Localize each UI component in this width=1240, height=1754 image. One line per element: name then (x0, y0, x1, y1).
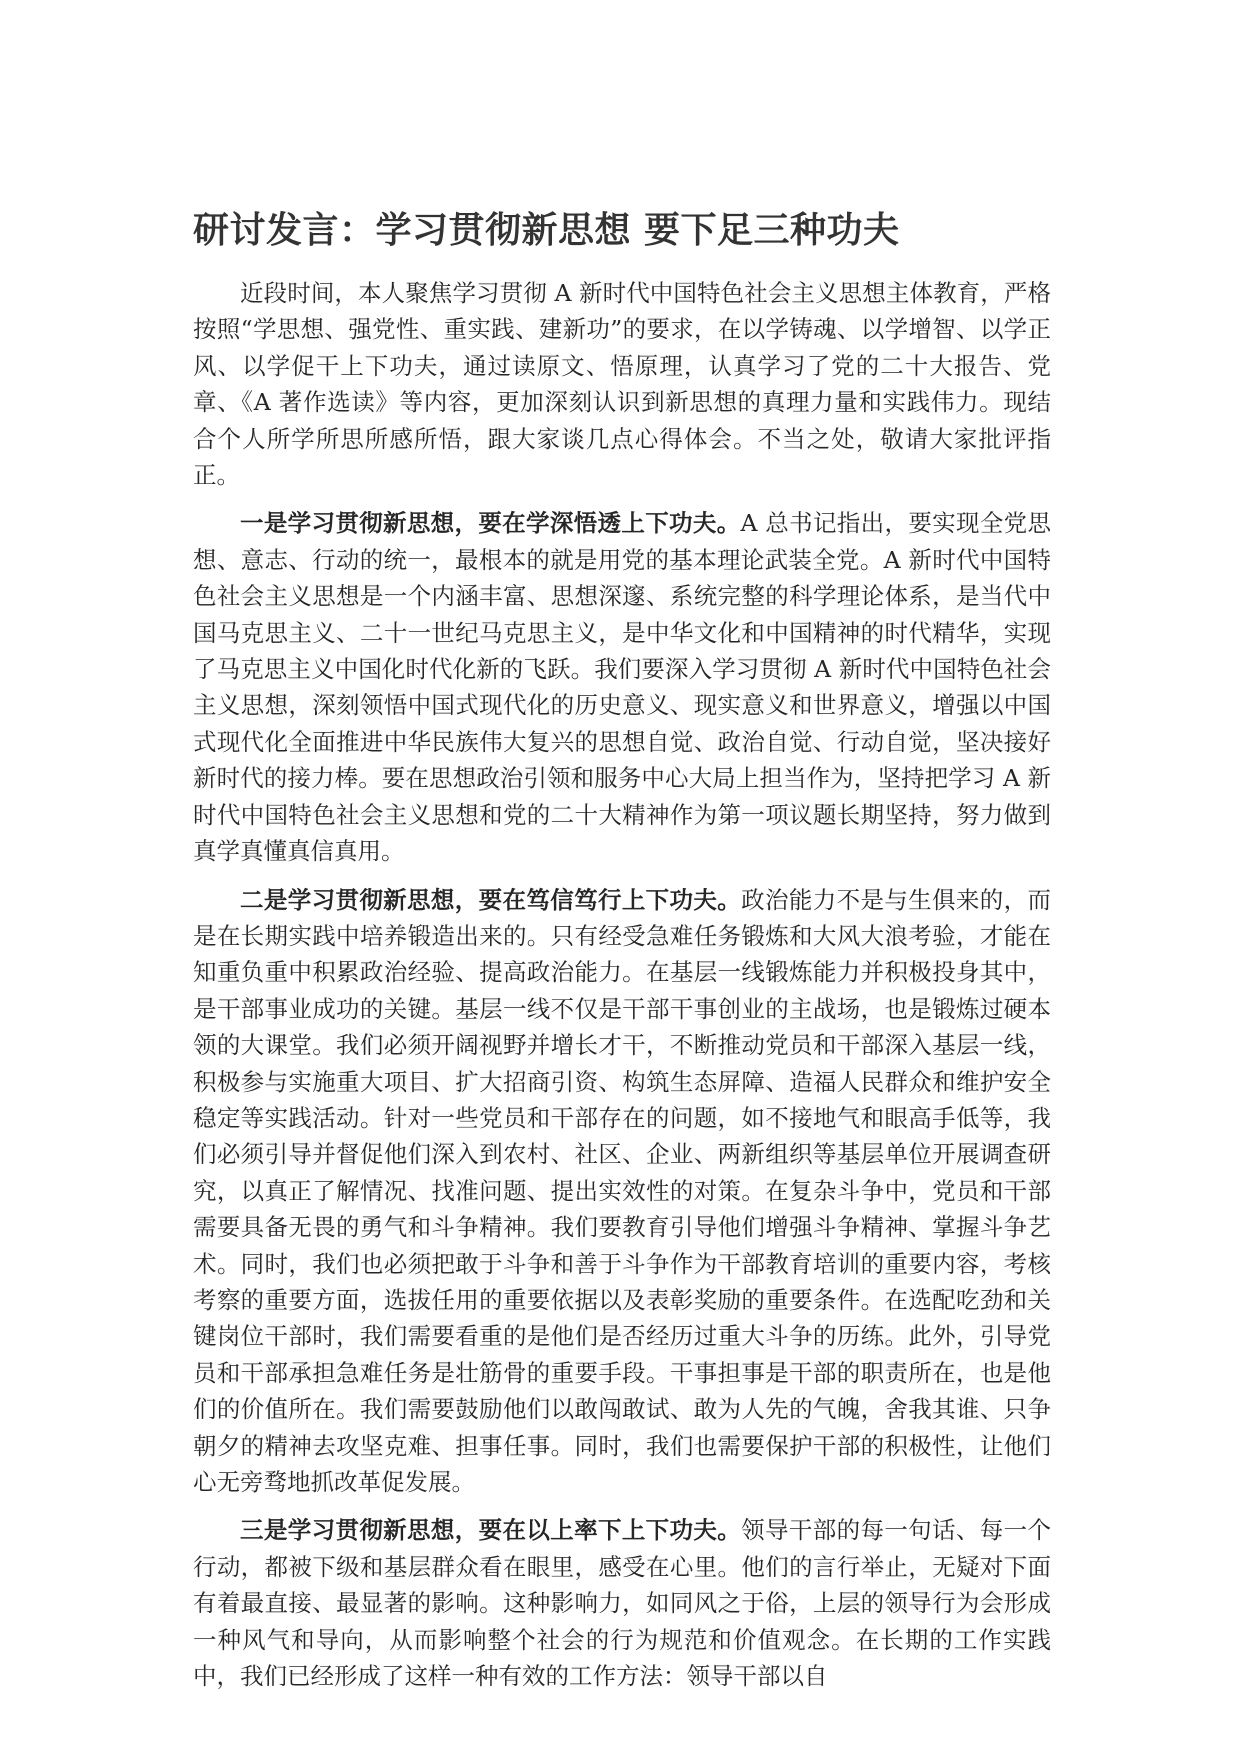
paragraph-text: 领导干部的每一句话、每一个行动，都被下级和基层群众看在眼里，感受在心里。他们的言行举止，无疑对下面有着最直接、最显著的影响。这种影响力，如同风之于俗，上层的领导行为会形成一种风气和导向，从而影响整个社会的行为规范和价值观念。在长期的工作实践中，我们已经形成了这样一种有效的工作方法：领导干部以自 (193, 1516, 1052, 1691)
paragraph-point-two (193, 882, 1051, 1501)
paragraph-text: 近段时间，本人聚焦学习贯彻 A 新时代中国特色社会主义思想主体教育，严格按照“学思想、强党性、重实践、建新功”的要求，在以学铸魂、以学增智、以学正风、以学促干上下功夫，通过读原文、悟原理，认真学习了党的二十大报告、党章、《A 著作选读》等内容，更加深刻认识到新思想的真理力量和实践伟力。现结合个人所学所思所感所悟，跟大家谈几点心得体会。不当之处，敬请大家批评指正。 (193, 279, 1051, 490)
paragraph-lead: 一是学习贯彻新思想，要在学深悟透上下功夫。 (240, 509, 741, 538)
paragraph-point-one (193, 505, 1051, 869)
paragraph-point-three (193, 1512, 1051, 1694)
document-body (193, 205, 1051, 1706)
document-title: 研讨发言：学习贯彻新思想 要下足三种功夫 (193, 210, 900, 251)
paragraph-lead: 三是学习贯彻新思想，要在以上率下上下功夫。 (240, 1516, 742, 1545)
paragraph-lead: 二是学习贯彻新思想，要在笃信笃行上下功夫。 (240, 885, 742, 914)
paragraph-text: A 总书记指出，要实现全党思想、意志、行动的统一，最根本的就是用党的基本理论武装全党。A 新时代中国特色社会主义思想是一个内涵丰富、思想深邃、系统完整的科学理论体系，是当代中国马克思主义、二十一世纪马克思主义，是中华文化和中国精神的时代精华，实现了马克思主义中国化时代化新的飞跃。我们要深入学习贯彻 A 新时代中国特色社会主义思想，深刻领悟中国式现代化的历史意义、现实意义和世界意义，增强以中国式现代化全面推进中华民族伟大复兴的思想自觉、政治自觉、行动自觉，坚决接好新时代的接力棒。要在思想政治引领和服务中心大局上担当作为，坚持把学习 A 新时代中国特色社会主义思想和党的二十大精神作为第一项议题长期坚持，努力做到真学真懂真信真用。 (193, 509, 1051, 866)
paragraph-intro (193, 275, 1051, 493)
paragraph-text: 政治能力不是与生俱来的，而是在长期实践中培养锻造出来的。只有经受急难任务锻炼和大风大浪考验，才能在知重负重中积累政治经验、提高政治能力。在基层一线锻炼能力并积极投身其中，是干部事业成功的关键。基层一线不仅是干部干事创业的主战场，也是锻炼过硬本领的大课堂。我们必须开阔视野并增长才干，不断推动党员和干部深入基层一线，积极参与实施重大项目、扩大招商引资、构筑生态屏障、造福人民群众和维护安全稳定等实践活动。针对一些党员和干部存在的问题，如不接地气和眼高手低等，我们必须引导并督促他们深入到农村、社区、企业、两新组织等基层单位开展调查研究，以真正了解情况、找准问题、提出实效性的对策。在复杂斗争中，党员和干部需要具备无畏的勇气和斗争精神。我们要教育引导他们增强斗争精神、掌握斗争艺术。同时，我们也必须把敢于斗争和善于斗争作为干部教育培训的重要内容，考核考察的重要方面，选拔任用的重要依据以及表彰奖励的重要条件。在选配吃劲和关键岗位干部时，我们需要看重的是他们是否经历过重大斗争的历练。此外，引导党员和干部承担急难任务是壮筋骨的重要手段。干事担事是干部的职责所在，也是他们的价值所在。我们需要鼓励他们以敢闯敢试、敢为人先的气魄，舍我其谁、只争朝夕的精神去攻坚克难、担事任事。同时，我们也需要保护干部的积极性，让他们心无旁骛地抓改革促发展。 (193, 885, 1052, 1496)
